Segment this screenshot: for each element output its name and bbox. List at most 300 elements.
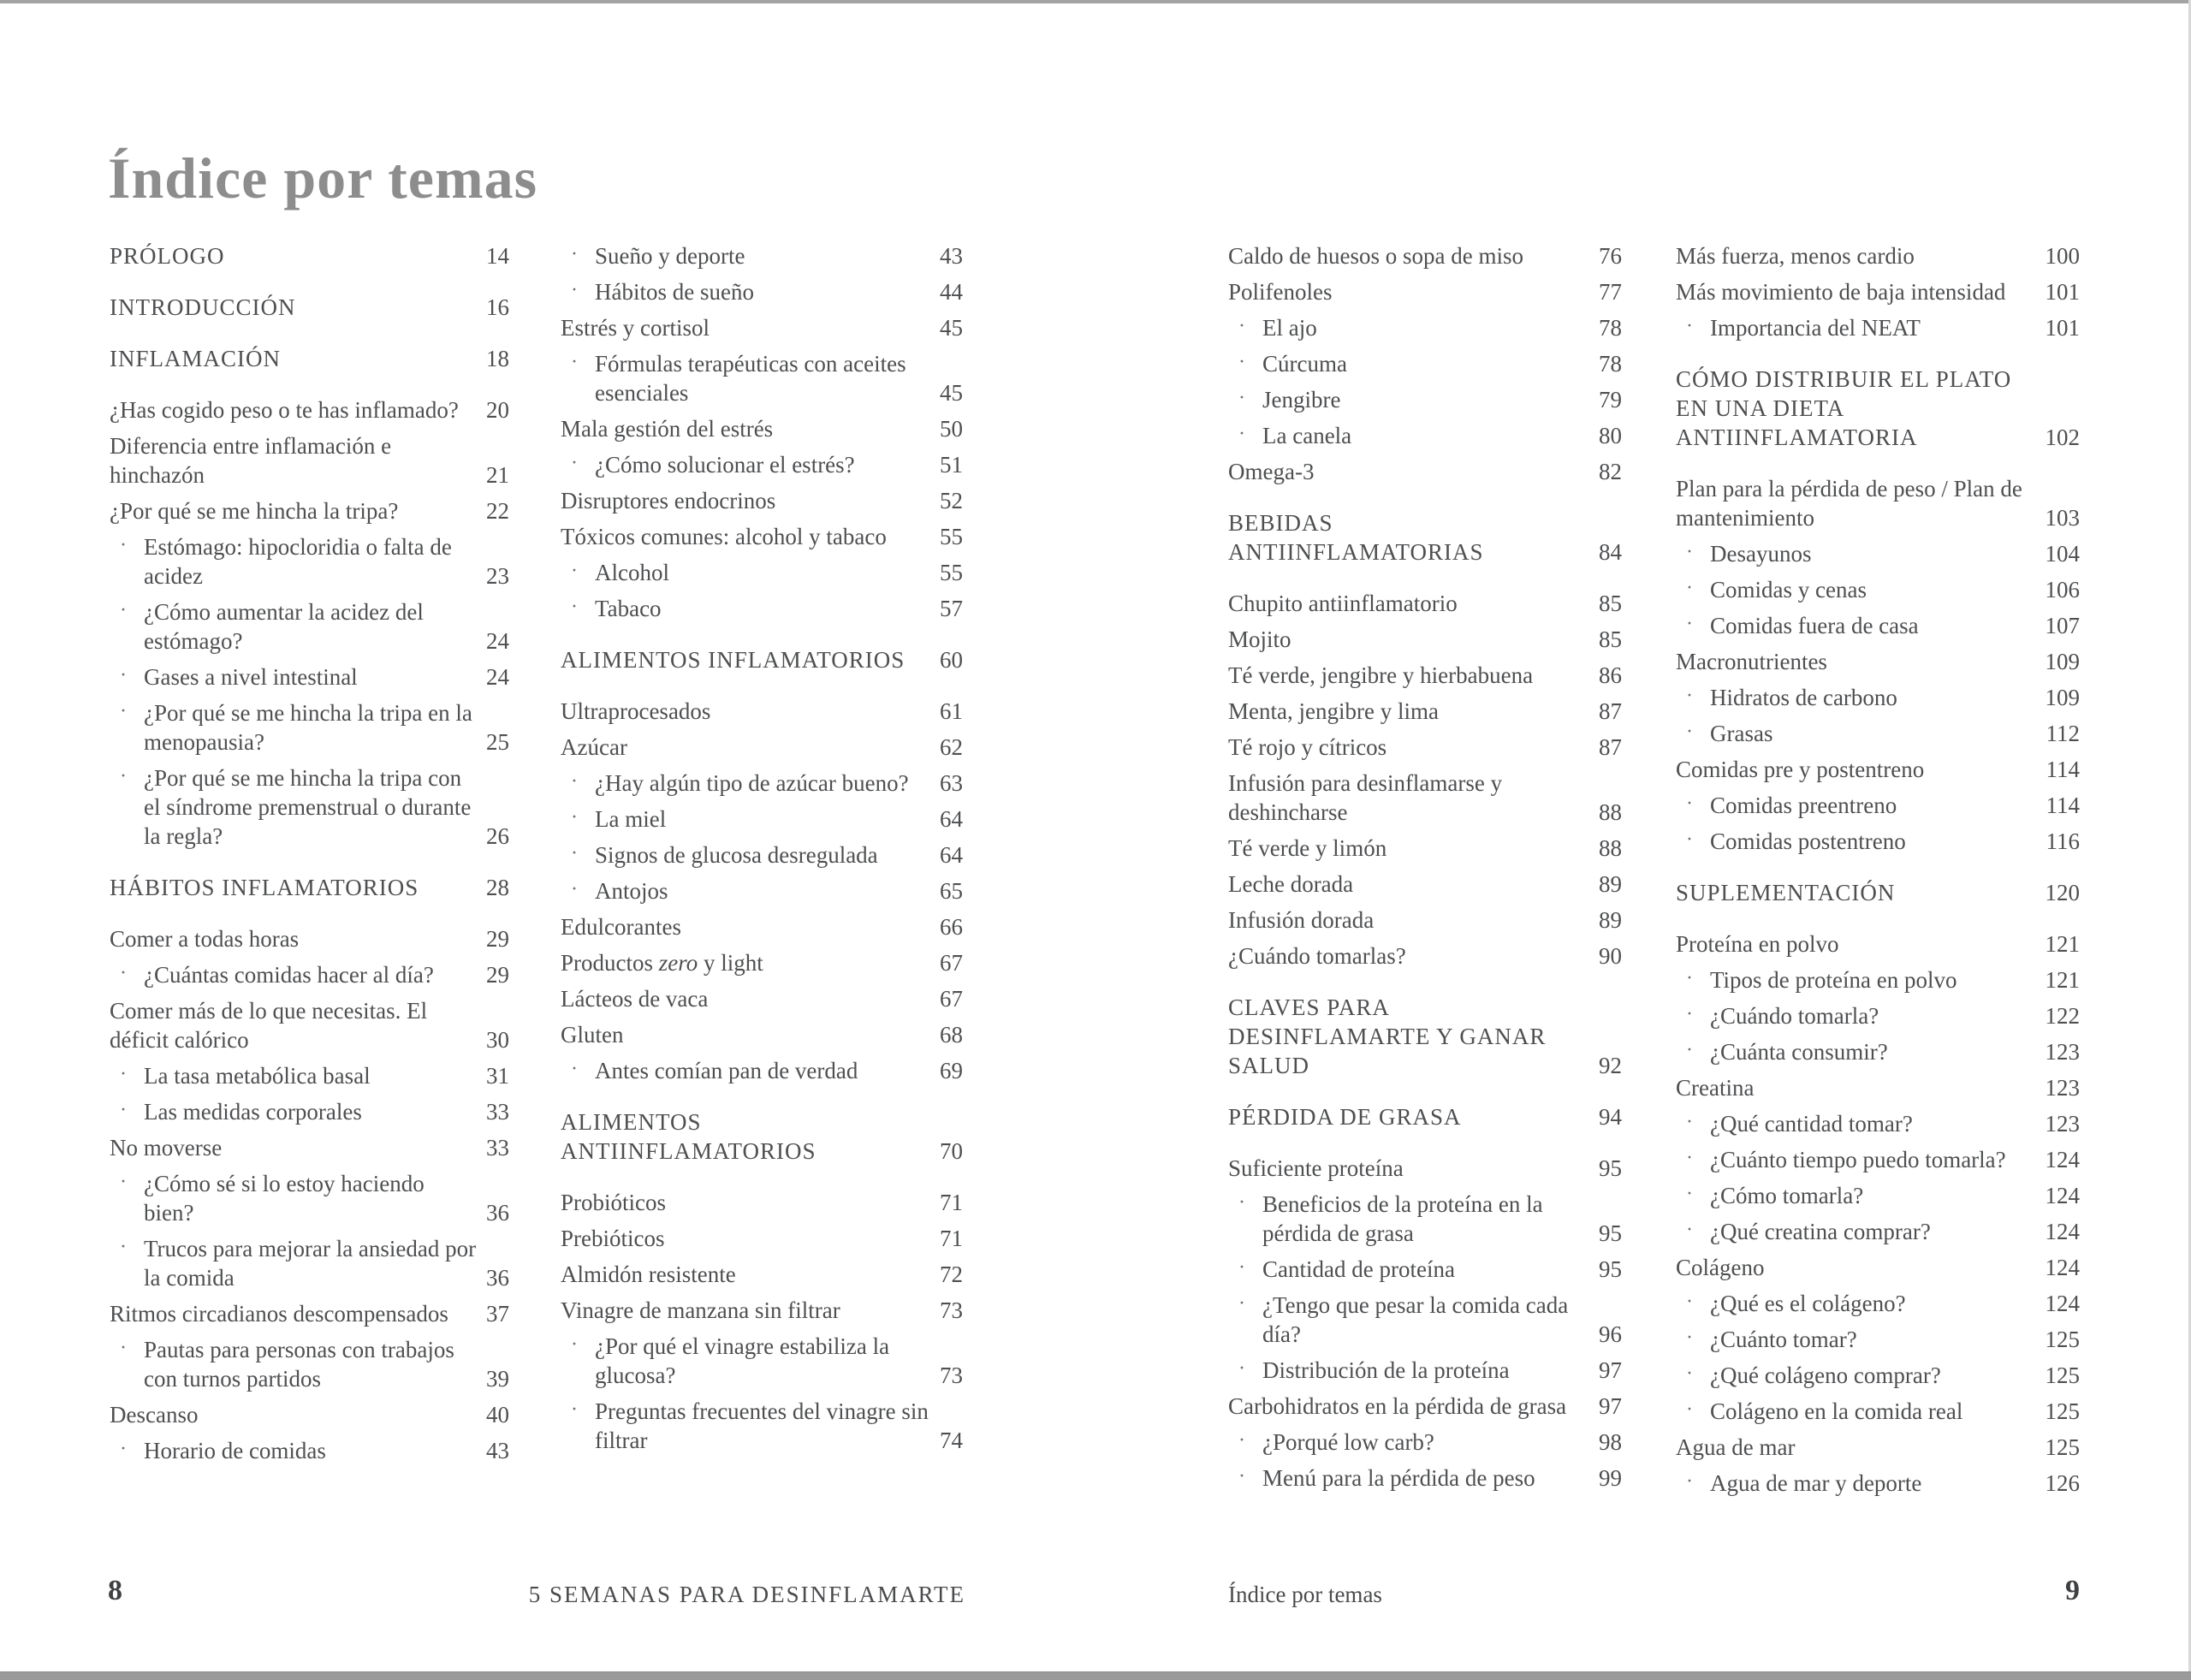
bullet-icon: ·: [1686, 1470, 1693, 1493]
toc-entry-label: No moverse: [110, 1135, 223, 1161]
toc-entry: [1676, 878, 2080, 907]
toc-entry-page: 21: [486, 462, 509, 488]
toc-entry-label: Almidón resistente: [561, 1261, 736, 1287]
toc-entry-label: · Alcohol: [561, 558, 931, 587]
toc-entry-label: · ¿Por qué se me hincha la tripa en la menopausia?: [110, 698, 478, 757]
bullet-icon: ·: [1686, 1183, 1693, 1205]
toc-entry-label: · Grasas: [1676, 719, 2038, 748]
toc-entry: [1228, 661, 1622, 690]
toc-entry: [110, 1400, 509, 1429]
toc-entry-page: 126: [2045, 1470, 2080, 1496]
toc-entry-page: 125: [2045, 1434, 2080, 1460]
toc-entry-page: 112: [2046, 721, 2080, 746]
toc-entry-label: · Fórmulas terapéuticas con aceites esenciales: [561, 349, 931, 407]
toc-entry-page: 50: [940, 416, 963, 442]
bullet-icon: ·: [1686, 1147, 1693, 1169]
toc-entry-page: 124: [2045, 1291, 2080, 1316]
toc-entry-label: · Distribución de la proteína: [1228, 1356, 1590, 1385]
toc-entry-label: Más fuerza, menos cardio: [1676, 243, 1915, 269]
toc-entry-label: · El ajo: [1228, 313, 1590, 342]
page-number-right: 9: [2065, 1575, 2080, 1606]
bullet-icon: ·: [120, 1171, 127, 1193]
toc-entry: [561, 414, 963, 443]
bullet-icon: ·: [1238, 1357, 1245, 1380]
toc-entry: [561, 450, 963, 479]
toc-entry-label: Productos zero y light: [561, 950, 763, 976]
toc-entry-label: PRÓLOGO: [110, 243, 225, 269]
toc-entry-page: 23: [486, 563, 509, 589]
toc-entry-page: 62: [940, 734, 963, 760]
toc-entry-label: · ¿Cuánto tiempo puedo tomarla?: [1676, 1145, 2037, 1174]
toc-entry-page: 78: [1599, 315, 1622, 341]
toc-entry-page: 71: [940, 1226, 963, 1251]
toc-entry-page: 82: [1599, 459, 1622, 484]
toc-entry-page: 57: [940, 596, 963, 621]
toc-entry-page: 124: [2045, 1219, 2080, 1244]
toc-column: [561, 241, 963, 1462]
toc-entry: [1676, 929, 2080, 959]
bullet-icon: ·: [120, 765, 127, 787]
toc-entry: [561, 1107, 963, 1166]
bullet-icon: ·: [571, 878, 578, 900]
toc-entry-page: 60: [940, 647, 963, 673]
toc-entry-page: 77: [1599, 279, 1622, 305]
toc-entry-label: · Pautas para personas con trabajos con turnos partidos: [110, 1335, 478, 1393]
toc-entry-page: 43: [940, 243, 963, 269]
toc-entry: [561, 1224, 963, 1253]
toc-entry: [110, 532, 509, 591]
toc-entry-label: · ¿Cuándo tomarla?: [1676, 1001, 2037, 1030]
toc-entry-page: 55: [940, 560, 963, 585]
toc-entry-page: 66: [940, 914, 963, 940]
toc-entry-page: 24: [486, 628, 509, 654]
bullet-icon: ·: [1686, 577, 1693, 599]
toc-entry-page: 61: [940, 698, 963, 724]
bullet-icon: ·: [120, 1063, 127, 1085]
toc-entry-page: 121: [2045, 931, 2080, 957]
toc-entry-page: 89: [1599, 871, 1622, 897]
toc-entry: [1676, 1361, 2080, 1390]
toc-entry-label: Creatina: [1676, 1075, 1755, 1101]
bullet-icon: ·: [120, 1099, 127, 1121]
toc-entry: [1676, 611, 2080, 640]
toc-entry: [110, 1097, 509, 1126]
toc-entry-page: 36: [486, 1265, 509, 1291]
toc-entry-page: 97: [1599, 1357, 1622, 1383]
toc-entry-label: · Colágeno en la comida real: [1676, 1397, 2037, 1426]
toc-entry-label: CLAVES PARA DESINFLAMARTE Y GANAR SALUD: [1228, 994, 1547, 1078]
toc-entry: [1228, 941, 1622, 971]
toc-entry: [1676, 1109, 2080, 1138]
toc-entry: [110, 1169, 509, 1227]
toc-entry-page: 95: [1599, 1220, 1622, 1246]
bullet-icon: ·: [1238, 387, 1245, 409]
toc-entry-label: · Las medidas corporales: [110, 1097, 478, 1126]
toc-entry-label: · ¿Tengo que pesar la comida cada día?: [1228, 1291, 1590, 1349]
bullet-icon: ·: [571, 1398, 578, 1421]
toc-entry-page: 67: [940, 986, 963, 1012]
toc-entry: [1676, 647, 2080, 676]
bullet-icon: ·: [1238, 351, 1245, 373]
toc-entry-page: 31: [486, 1063, 509, 1089]
bullet-icon: ·: [1686, 1291, 1693, 1313]
toc-entry-label: Carbohidratos en la pérdida de grasa: [1228, 1393, 1567, 1419]
toc-entry: [561, 948, 963, 977]
bullet-icon: ·: [1238, 423, 1245, 445]
toc-entry: [1228, 277, 1622, 306]
bullet-icon: ·: [120, 1337, 127, 1359]
toc-entry-page: 106: [2045, 577, 2080, 603]
toc-entry: [561, 486, 963, 515]
toc-entry: [1228, 385, 1622, 414]
toc-entry-label: Gluten: [561, 1022, 624, 1048]
footer-book-title: 5 SEMANAS PARA DESINFLAMARTE: [528, 1582, 965, 1607]
toc-entry-label: Azúcar: [561, 734, 627, 760]
toc-entry-label: Té rojo y cítricos: [1228, 734, 1387, 760]
toc-entry-page: 63: [940, 770, 963, 796]
toc-entry-page: 25: [486, 729, 509, 755]
toc-entry-label: Comer más de lo que necesitas. El déficit calórico: [110, 998, 428, 1053]
toc-entry-label: Ritmos circadianos descompensados: [110, 1301, 448, 1327]
toc-entry: [561, 1188, 963, 1217]
toc-entry: [1228, 508, 1622, 567]
toc-entry: [1676, 965, 2080, 994]
toc-entry: [1676, 1397, 2080, 1426]
bullet-icon: ·: [1238, 1465, 1245, 1487]
toc-entry: [1228, 1154, 1622, 1183]
toc-entry-label: · Trucos para mejorar la ansiedad por la comida: [110, 1234, 478, 1292]
bullet-icon: ·: [120, 599, 127, 621]
toc-entry: [561, 1020, 963, 1049]
toc-entry: [110, 496, 509, 525]
page-title: Índice por temas: [108, 145, 538, 211]
toc-entry-label: · Hidratos de carbono: [1676, 683, 2037, 712]
toc-entry-page: 29: [486, 962, 509, 988]
toc-entry-label: · ¿Cómo sé si lo estoy haciendo bien?: [110, 1169, 478, 1227]
bullet-icon: ·: [1686, 721, 1693, 743]
bullet-icon: ·: [1686, 613, 1693, 635]
toc-entry-page: 73: [940, 1362, 963, 1388]
toc-entry: [110, 1133, 509, 1162]
bullet-icon: ·: [1686, 1003, 1693, 1025]
toc-entry-label: Estrés y cortisol: [561, 315, 710, 341]
toc-entry-page: 101: [2045, 279, 2080, 305]
bullet-icon: ·: [571, 243, 578, 265]
toc-entry: [561, 697, 963, 726]
toc-entry-label: CÓMO DISTRIBUIR EL PLATO EN UNA DIETA ANTIINFLAMATORIA: [1676, 366, 2012, 450]
toc-entry-label: Mojito: [1228, 626, 1291, 652]
toc-entry-label: BEBIDAS ANTIINFLAMATORIAS: [1228, 510, 1484, 565]
toc-entry: [561, 277, 963, 306]
toc-entry-label: · ¿Qué es el colágeno?: [1676, 1289, 2037, 1318]
toc-entry-page: 125: [2045, 1398, 2080, 1424]
toc-entry: [1228, 1102, 1622, 1131]
bullet-icon: ·: [120, 1236, 127, 1258]
toc-entry-page: 121: [2045, 967, 2080, 993]
toc-entry-label: · Comidas fuera de casa: [1676, 611, 2037, 640]
bullet-icon: ·: [1238, 1191, 1245, 1214]
bullet-icon: ·: [1686, 685, 1693, 707]
toc-entry-label: Té verde y limón: [1228, 835, 1387, 861]
toc-entry: [561, 645, 963, 674]
toc-entry-label: · ¿Por qué se me hincha la tripa con el síndrome premenstrual o durante la regla?: [110, 763, 478, 851]
toc-entry: [1228, 589, 1622, 618]
toc-entry-page: 69: [940, 1058, 963, 1083]
toc-entry-page: 109: [2045, 649, 2080, 674]
toc-entry-label: · Comidas y cenas: [1676, 575, 2037, 604]
toc-entry-page: 88: [1599, 835, 1622, 861]
toc-entry-label: Macronutrientes: [1676, 649, 1827, 674]
toc-entry-page: 64: [940, 806, 963, 832]
bullet-icon: ·: [571, 351, 578, 373]
toc-entry: [1228, 834, 1622, 863]
toc-entry-label: · Preguntas frecuentes del vinagre sin filtrar: [561, 1397, 931, 1455]
bullet-icon: ·: [571, 279, 578, 301]
toc-entry: [1676, 1253, 2080, 1282]
toc-entry-label: · Sueño y deporte: [561, 241, 931, 270]
toc-entry: [561, 558, 963, 587]
toc-entry-label: · Importancia del NEAT: [1676, 313, 2037, 342]
toc-entry: [1676, 539, 2080, 568]
toc-entry-page: 79: [1599, 387, 1622, 413]
toc-entry: [1676, 1469, 2080, 1498]
toc-entry: [110, 597, 509, 656]
bullet-icon: ·: [571, 806, 578, 828]
toc-entry-label: Infusión dorada: [1228, 907, 1375, 933]
toc-entry-page: 125: [2045, 1327, 2080, 1352]
toc-entry-label: · Tipos de proteína en polvo: [1676, 965, 2037, 994]
toc-entry: [561, 241, 963, 270]
toc-entry-page: 45: [940, 315, 963, 341]
toc-entry: [1228, 349, 1622, 378]
toc-entry-label: · Menú para la pérdida de peso: [1228, 1463, 1590, 1493]
toc-entry-page: 123: [2045, 1075, 2080, 1101]
toc-entry: [1676, 755, 2080, 784]
toc-entry-label: Infusión para desinflamarse y deshincharse: [1228, 770, 1503, 825]
toc-entry-label: INTRODUCCIÓN: [110, 294, 296, 320]
toc-entry-label: Colágeno: [1676, 1255, 1765, 1280]
toc-entry: [1228, 421, 1622, 450]
toc-entry-label: ALIMENTOS ANTIINFLAMATORIOS: [561, 1109, 816, 1164]
toc-entry-label: Comer a todas horas: [110, 926, 300, 952]
toc-column: [1676, 241, 2080, 1505]
toc-entry-page: 76: [1599, 243, 1622, 269]
toc-entry-page: 89: [1599, 907, 1622, 933]
toc-entry: [110, 996, 509, 1054]
toc-entry: [1228, 313, 1622, 342]
toc-entry-label: · La tasa metabólica basal: [110, 1061, 478, 1090]
toc-entry: [1676, 1145, 2080, 1174]
toc-entry-page: 88: [1599, 799, 1622, 825]
toc-entry: [110, 1436, 509, 1465]
toc-entry-label: ¿Por qué se me hincha la tripa?: [110, 498, 399, 524]
toc-entry-page: 87: [1599, 698, 1622, 724]
toc-entry-page: 16: [486, 294, 509, 320]
toc-entry-page: 36: [486, 1200, 509, 1226]
toc-column: [110, 241, 509, 1472]
toc-entry-page: 78: [1599, 351, 1622, 377]
toc-entry-label: · Estómago: hipocloridia o falta de acidez: [110, 532, 478, 591]
toc-entry: [1228, 697, 1622, 726]
toc-entry-label: Chupito antiinflamatorio: [1228, 591, 1458, 616]
toc-entry: [1676, 575, 2080, 604]
toc-entry: [1228, 870, 1622, 899]
bullet-icon: ·: [1686, 1362, 1693, 1385]
toc-entry: [1676, 1217, 2080, 1246]
toc-entry-page: 29: [486, 926, 509, 952]
toc-entry-page: 71: [940, 1190, 963, 1215]
toc-entry: [561, 594, 963, 623]
toc-entry-page: 124: [2045, 1255, 2080, 1280]
toc-entry-label: SUPLEMENTACIÓN: [1676, 880, 1896, 905]
toc-entry-page: 37: [486, 1301, 509, 1327]
bullet-icon: ·: [571, 1333, 578, 1356]
toc-entry: [110, 344, 509, 373]
bullet-icon: ·: [1238, 1292, 1245, 1315]
toc-entry: [1676, 1325, 2080, 1354]
toc-entry-page: 84: [1599, 539, 1622, 565]
toc-entry-label: Polifenoles: [1228, 279, 1333, 305]
toc-entry-label: Prebióticos: [561, 1226, 665, 1251]
toc-entry-label: · ¿Qué colágeno comprar?: [1676, 1361, 2037, 1390]
toc-entry: [561, 1332, 963, 1390]
toc-entry: [110, 1335, 509, 1393]
toc-entry-label: Omega-3: [1228, 459, 1315, 484]
toc-entry: [1228, 993, 1622, 1080]
bullet-icon: ·: [1686, 828, 1693, 851]
toc-entry-page: 125: [2045, 1362, 2080, 1388]
bullet-icon: ·: [1686, 793, 1693, 815]
toc-entry-page: 51: [940, 452, 963, 478]
toc-entry-page: 64: [940, 842, 963, 868]
toc-entry-label: · Gases a nivel intestinal: [110, 662, 478, 692]
toc-entry-page: 28: [486, 875, 509, 900]
toc-entry-page: 26: [486, 823, 509, 849]
toc-entry-label: · Jengibre: [1228, 385, 1590, 414]
toc-entry-page: 97: [1599, 1393, 1622, 1419]
toc-entry-page: 102: [2045, 424, 2080, 450]
toc-entry-page: 114: [2046, 793, 2080, 818]
toc-entry-page: 20: [486, 397, 509, 423]
toc-entry-page: 14: [486, 243, 509, 269]
toc-entry-page: 85: [1599, 626, 1622, 652]
toc-entry-label: HÁBITOS INFLAMATORIOS: [110, 875, 419, 900]
toc-entry-page: 103: [2045, 505, 2080, 531]
toc-entry: [110, 1061, 509, 1090]
toc-entry-page: 74: [940, 1428, 963, 1453]
toc-entry: [561, 840, 963, 870]
toc-entry: [110, 395, 509, 424]
toc-entry-label: · Agua de mar y deporte: [1676, 1469, 2037, 1498]
toc-entry: [1676, 1433, 2080, 1462]
bullet-icon: ·: [1686, 1111, 1693, 1133]
toc-entry-label: · ¿Cuántas comidas hacer al día?: [110, 960, 478, 989]
toc-entry-page: 68: [940, 1022, 963, 1048]
toc-entry: [1676, 827, 2080, 856]
toc-entry-label: Diferencia entre inflamación e hinchazón: [110, 433, 392, 488]
bullet-icon: ·: [1238, 1429, 1245, 1451]
toc-entry-label: · ¿Cuánto tomar?: [1676, 1325, 2037, 1354]
toc-entry: [1228, 457, 1622, 486]
toc-entry-page: 104: [2045, 541, 2080, 567]
toc-entry-page: 100: [2045, 243, 2080, 269]
bullet-icon: ·: [1686, 1398, 1693, 1421]
toc-entry-page: 92: [1599, 1053, 1622, 1078]
bullet-icon: ·: [1686, 1039, 1693, 1061]
toc-entry-label: Mala gestión del estrés: [561, 416, 774, 442]
toc-entry-page: 123: [2045, 1111, 2080, 1137]
toc-entry: [1228, 1463, 1622, 1493]
toc-entry-page: 90: [1599, 943, 1622, 969]
toc-entry-page: 55: [940, 524, 963, 549]
toc-entry-label: · ¿Porqué low carb?: [1228, 1428, 1590, 1457]
toc-entry-label: Más movimiento de baja intensidad: [1676, 279, 2006, 305]
footer-section-title: Índice por temas: [1228, 1582, 1382, 1607]
toc-entry: [561, 769, 963, 798]
toc-entry: [1228, 1392, 1622, 1421]
toc-entry-label: Tóxicos comunes: alcohol y tabaco: [561, 524, 887, 549]
toc-entry-label: Leche dorada: [1228, 871, 1354, 897]
toc-entry-label: · Comidas postentreno: [1676, 827, 2038, 856]
toc-entry-page: 109: [2045, 685, 2080, 710]
toc-entry-page: 116: [2046, 828, 2080, 854]
toc-entry-page: 30: [486, 1027, 509, 1053]
toc-entry: [1676, 1073, 2080, 1102]
toc-entry-page: 101: [2045, 315, 2080, 341]
toc-entry-page: 122: [2045, 1003, 2080, 1029]
toc-entry-page: 120: [2045, 880, 2080, 905]
toc-entry-page: 98: [1599, 1429, 1622, 1455]
toc-entry: [110, 960, 509, 989]
toc-entry: [1676, 1037, 2080, 1066]
toc-entry: [561, 1296, 963, 1325]
toc-entry: [1676, 1001, 2080, 1030]
toc-entry-page: 86: [1599, 662, 1622, 688]
toc-entry: [1676, 277, 2080, 306]
toc-entry-page: 44: [940, 279, 963, 305]
toc-entry: [1228, 625, 1622, 654]
toc-entry: [561, 1397, 963, 1455]
toc-entry: [1676, 474, 2080, 532]
bullet-icon: ·: [1686, 1219, 1693, 1241]
bullet-icon: ·: [120, 700, 127, 722]
toc-entry: [561, 1260, 963, 1289]
toc-entry: [561, 313, 963, 342]
toc-entry-label: · Cantidad de proteína: [1228, 1255, 1590, 1284]
toc-entry: [1228, 1428, 1622, 1457]
toc-entry: [1676, 1289, 2080, 1318]
toc-entry-label: Vinagre de manzana sin filtrar: [561, 1297, 840, 1323]
toc-entry-label: ¿Has cogido peso o te has inflamado?: [110, 397, 459, 423]
toc-entry-page: 45: [940, 380, 963, 406]
bullet-icon: ·: [120, 534, 127, 556]
toc-entry: [1228, 1356, 1622, 1385]
toc-entry-label: · Cúrcuma: [1228, 349, 1590, 378]
toc-entry: [110, 763, 509, 851]
toc-entry-page: 18: [486, 346, 509, 371]
bullet-icon: ·: [120, 664, 127, 686]
toc-entry-label: · ¿Qué creatina comprar?: [1676, 1217, 2037, 1246]
toc-entry: [561, 733, 963, 762]
toc-entry-label: Plan para la pérdida de peso / Plan de mantenimiento: [1676, 476, 2022, 531]
toc-entry-label: · Signos de glucosa desregulada: [561, 840, 931, 870]
toc-column: [1228, 241, 1622, 1499]
toc-entry: [1228, 733, 1622, 762]
toc-entry-label: · ¿Cómo aumentar la acidez del estómago?: [110, 597, 478, 656]
toc-entry-page: 52: [940, 488, 963, 513]
bullet-icon: ·: [1686, 315, 1693, 337]
toc-entry: [561, 522, 963, 551]
